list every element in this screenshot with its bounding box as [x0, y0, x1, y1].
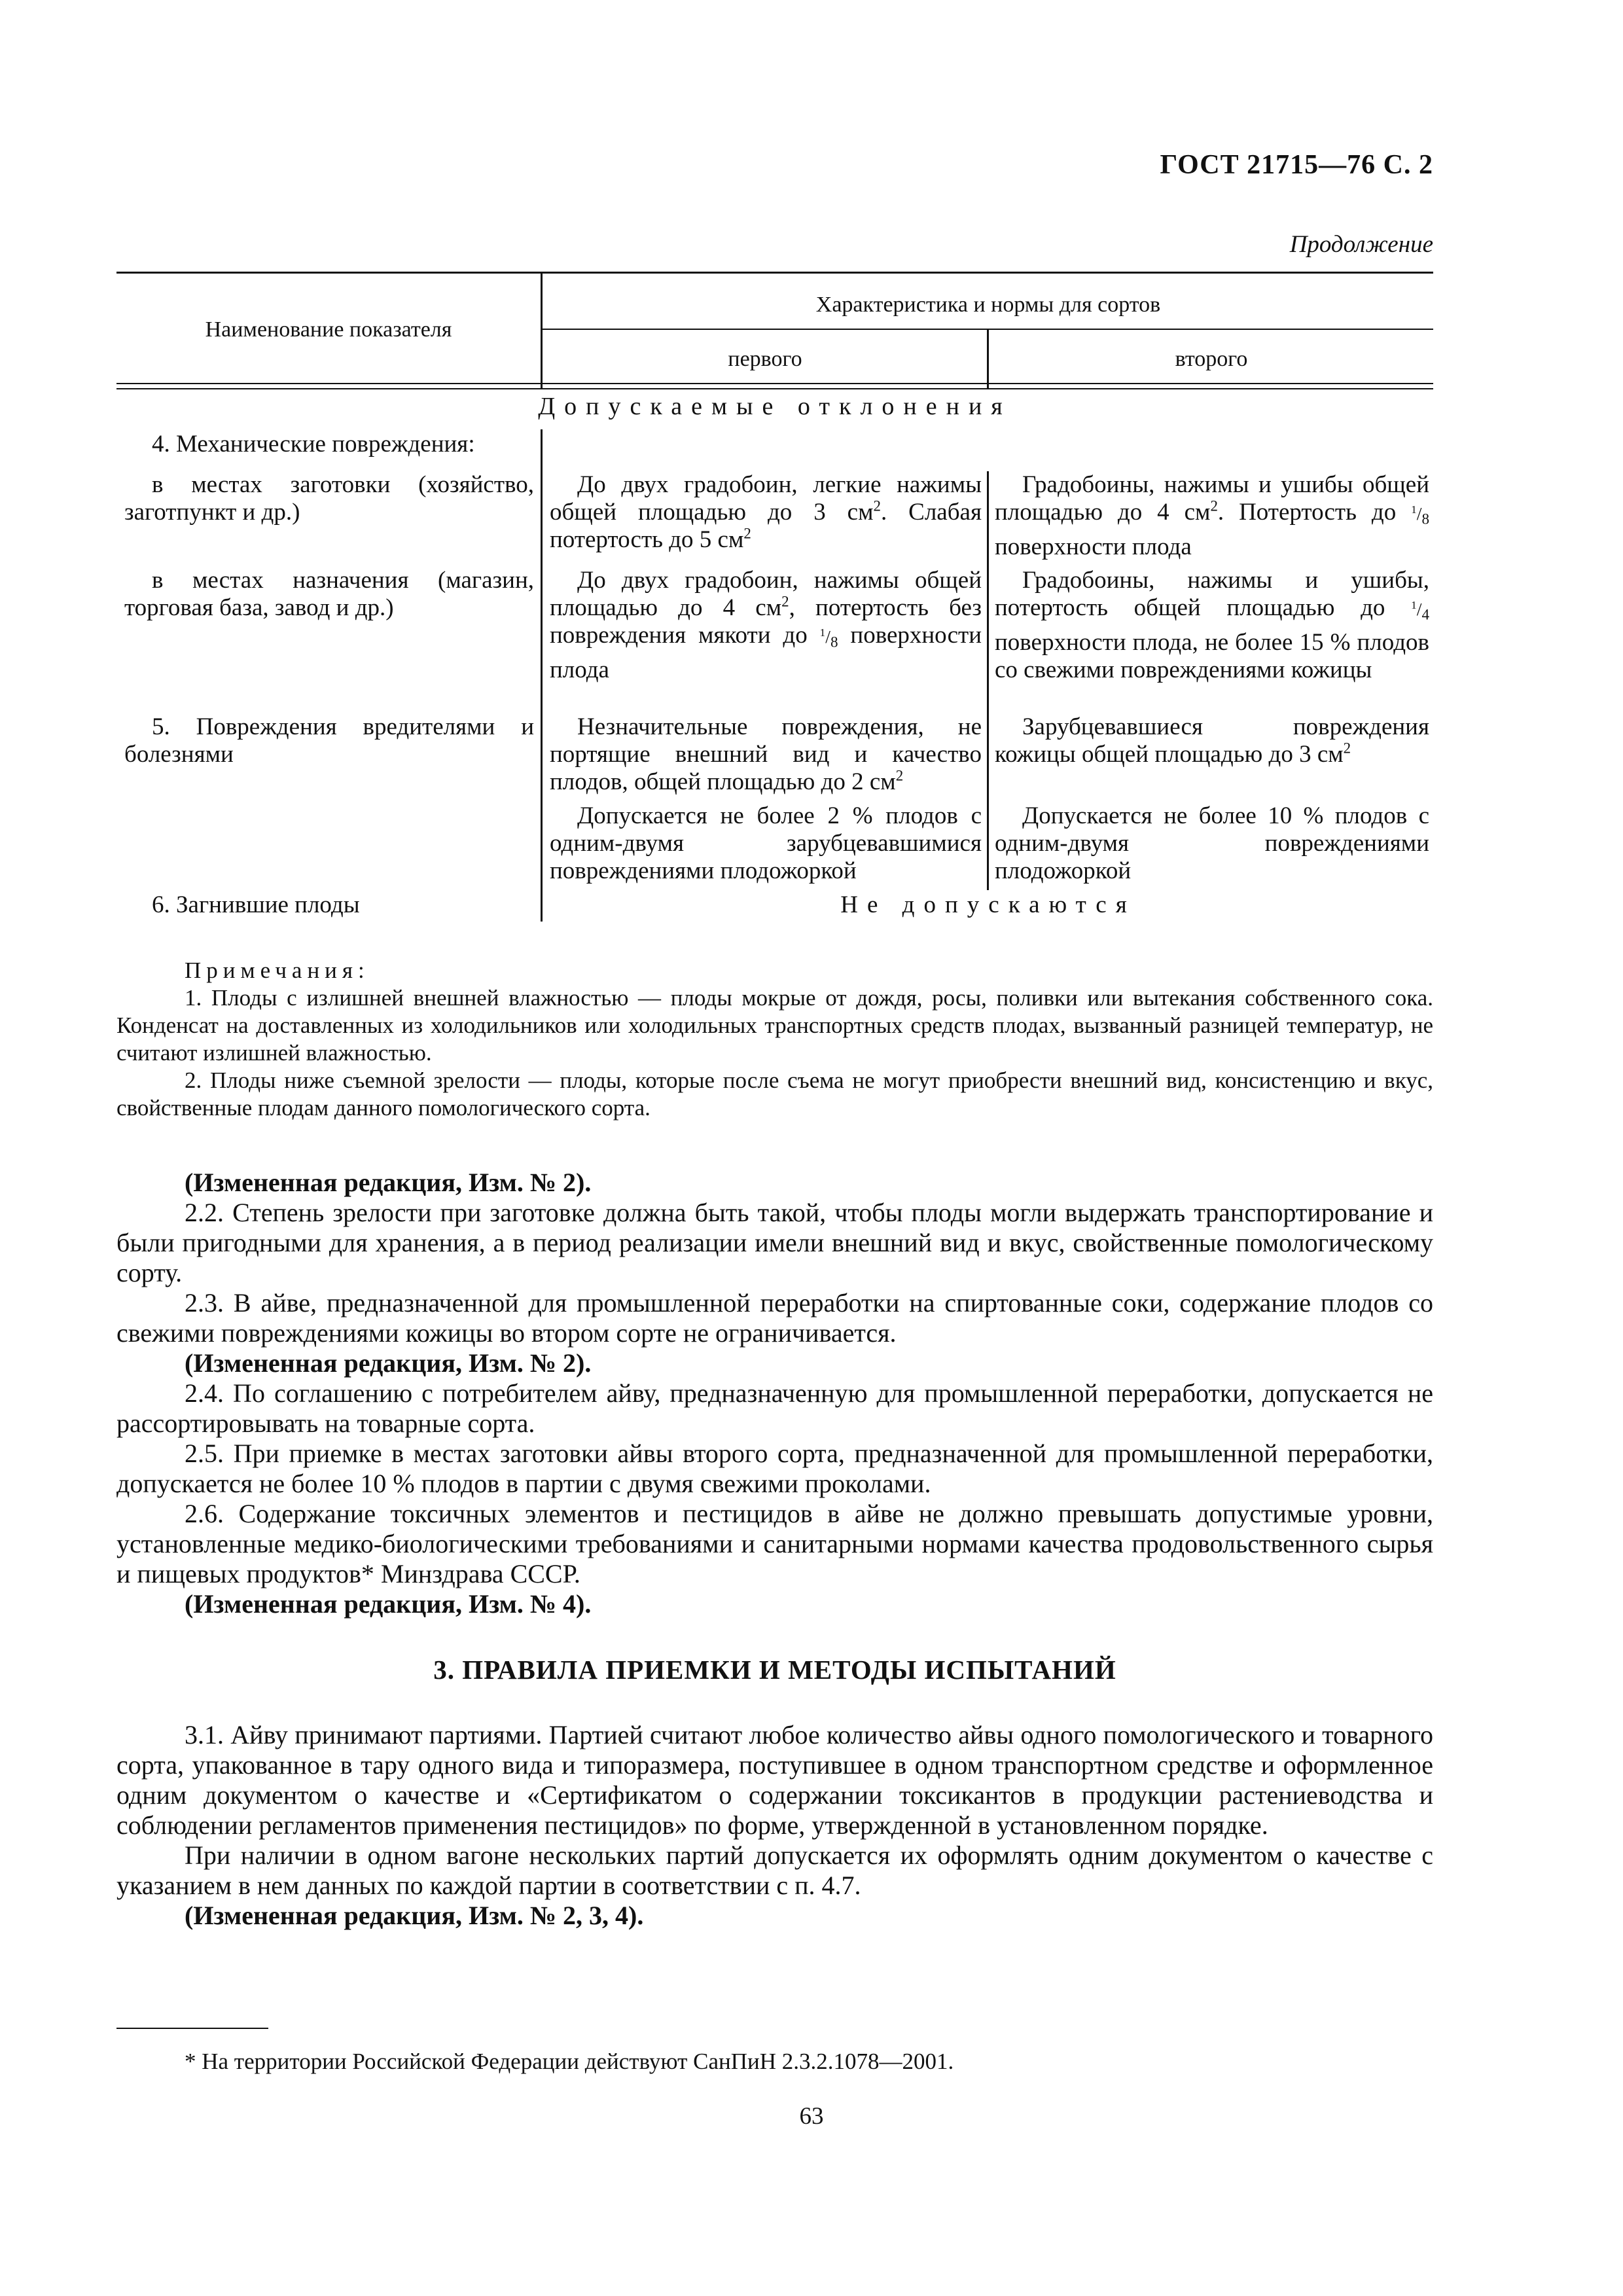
- amendment-note-1: [116, 1168, 1433, 1198]
- section-3-title: 3. ПРАВИЛА ПРИЕМКИ И МЕТОДЫ ИСПЫТАНИЙ: [433, 1655, 1116, 1685]
- footnote: * На территории Российской Федерации действуют СанПиН 2.3.2.1078—2001.: [185, 2049, 954, 2074]
- row-pest-damage-first-grade-a: Незначительные повреждения, не портящие внешний вид и качество плодов, общей площадью до 2 $см^2$: [550, 713, 982, 795]
- paragraph-3-1-continued: При наличии в одном вагоне нескольких партий допускается их оформлять одним документом о качестве с указанием в нем данных по каждой партии в соответствии с п. 4.7.: [116, 1840, 1433, 1900]
- row-destination-place-name: в местах назначения (магазин, торговая база, завод и др.): [124, 567, 534, 621]
- paragraph-2-3: 2.3. В айве, предназначенной для промышленной переработки на спиртованные соки, содержание плодов со свежими повреждениями кожицы во втором сорте не ограничивается.: [116, 1288, 1433, 1348]
- row-rotten-fruits-name: 6. Загнившие плоды: [152, 891, 360, 918]
- section-allowed-deviations: Допускаемые отклонения: [538, 393, 1012, 420]
- paragraph-2-2: 2.2. Степень зрелости при заготовке должна быть такой, чтобы плоды могли выдержать транспортирование и были пригодными для хранения, а в период реализации имели внешний вид и вкус, свойственные помологическому сорту.: [116, 1198, 1433, 1287]
- amendment-label-1: (Измененная редакция, Изм. № 2).: [185, 1168, 592, 1197]
- table-col-divider-2-body: [987, 471, 989, 890]
- note-1: 1. Плоды с излишней внешней влажностью — плоды мокрые от дождя, росы, поливки или вытекания собственного сока. Конденсат на доставленных из холодильников или холодильных транспортных средств плодах, вызванный разницей температур, не считают излишней влажностью.: [116, 985, 1433, 1066]
- row-procurement-place-name: в местах заготовки (хозяйство, заготпункт и др.): [124, 471, 534, 526]
- table-header-double-rule-1: [116, 383, 1433, 384]
- footnote-rule: [116, 2028, 268, 2029]
- table-top-rule: [116, 272, 1433, 274]
- amendment-note-4: [116, 1901, 1433, 1931]
- row-destination-first-grade: До двух градобоин, нажимы общей площадью до 4 $см^2$, потертость без повреждения мякоти до $^1/_8$ поверхности плода: [550, 567, 982, 683]
- notes-block: [116, 957, 1433, 1122]
- document-header: ГОСТ 21715—76 С. 2: [1160, 150, 1433, 180]
- row-pest-damage-second-grade-a: Зарубцевавшиеся повреждения кожицы общей площадью до 3 $см^2$: [995, 713, 1429, 768]
- row-rotten-fruits-value: Не допускаются: [840, 891, 1136, 918]
- row-procurement-first-grade: До двух градобоин, легкие нажимы общей площадью до 3 $см^2$. Слабая потертость до 5 $см^2$: [550, 471, 982, 553]
- body-text: [116, 1168, 1433, 1931]
- paragraph-2-4: 2.4. По соглашению с потребителем айву, предназначенную для промышленной переработки, допускается не рассортировывать на товарные сорта.: [116, 1378, 1433, 1438]
- note-2: 2. Плоды ниже съемной зрелости — плоды, которые после съема не могут приобрести внешний вид, консистенцию и вкус, свойственные плодам данного помологического сорта.: [116, 1067, 1433, 1121]
- paragraph-3-1: 3.1. Айву принимают партиями. Партией считают любое количество айвы одного помологического и товарного сорта, упакованное в тару одного вида и типоразмера, поступившее в одном транспортном средстве и оформленное одним документом о качестве и «Сертификатом о содержании токсикантов в продукции растениеводства и соблюдении регламентов применения пестицидов» по форме, утвержденной в установленном порядке.: [116, 1720, 1433, 1840]
- row-pest-damage-first-grade-b: Допускается не более 2 % плодов с одним-двумя зарубцевавшимися повреждениями плодожоркой: [550, 802, 982, 884]
- table-col-divider-2-header: [987, 329, 989, 389]
- continuation-label: Продолжение: [1289, 231, 1433, 258]
- header-first-grade: первого: [728, 347, 802, 371]
- table-col-divider-1-body: [541, 429, 543, 922]
- paragraph-2-6: 2.6. Содержание токсичных элементов и пестицидов в айве не должно превышать допустимые уровни, установленные медико-биологическими требованиями и санитарными нормами качества продовольственного сырья и пищевых продуктов* Минздрава СССР.: [116, 1499, 1433, 1588]
- page-number: 63: [799, 2103, 824, 2130]
- row-pest-damage-second-grade-b: Допускается не более 10 % плодов с одним-двумя повреждениями плодожоркой: [995, 802, 1429, 884]
- row-mechanical-damage-title: 4. Механические повреждения:: [152, 431, 475, 457]
- header-sort-characteristics: Характеристика и нормы для сортов: [815, 293, 1161, 317]
- row-pest-damage-name: 5. Повреждения вредителями и болезнями: [124, 713, 534, 768]
- header-indicator-name: Наименование показателя: [205, 317, 452, 342]
- row-procurement-second-grade: Градобоины, нажимы и ушибы общей площадью до 4 $см^2$. Потертость до $^1/_8$ поверхности плода: [995, 471, 1430, 560]
- amendment-label-2: (Измененная редакция, Изм. № 2).: [185, 1348, 592, 1378]
- amendment-label-3: (Измененная редакция, Изм. № 4).: [185, 1589, 592, 1619]
- row-destination-second-grade: Градобоины, нажимы и ушибы, потертость общей площадью до $^1/_4$ поверхности плода, не более 15 % плодов со свежими повреждениями кожицы: [995, 567, 1429, 683]
- paragraph-2-5: 2.5. При приемке в местах заготовки айвы второго сорта, предназначенной для промышленной переработки, допускается не более 10 % плодов в партии с двумя свежими проколами.: [116, 1439, 1433, 1498]
- header-second-grade: второго: [1175, 347, 1248, 371]
- notes-title: Примечания:: [185, 958, 370, 983]
- amendment-label-4: (Измененная редакция, Изм. № 2, 3, 4).: [185, 1901, 644, 1930]
- amendment-note-3: [116, 1589, 1433, 1619]
- amendment-note-2: [116, 1348, 1433, 1378]
- table-col-divider-1-header: [541, 272, 543, 389]
- table-header-double-rule-2: [116, 388, 1433, 389]
